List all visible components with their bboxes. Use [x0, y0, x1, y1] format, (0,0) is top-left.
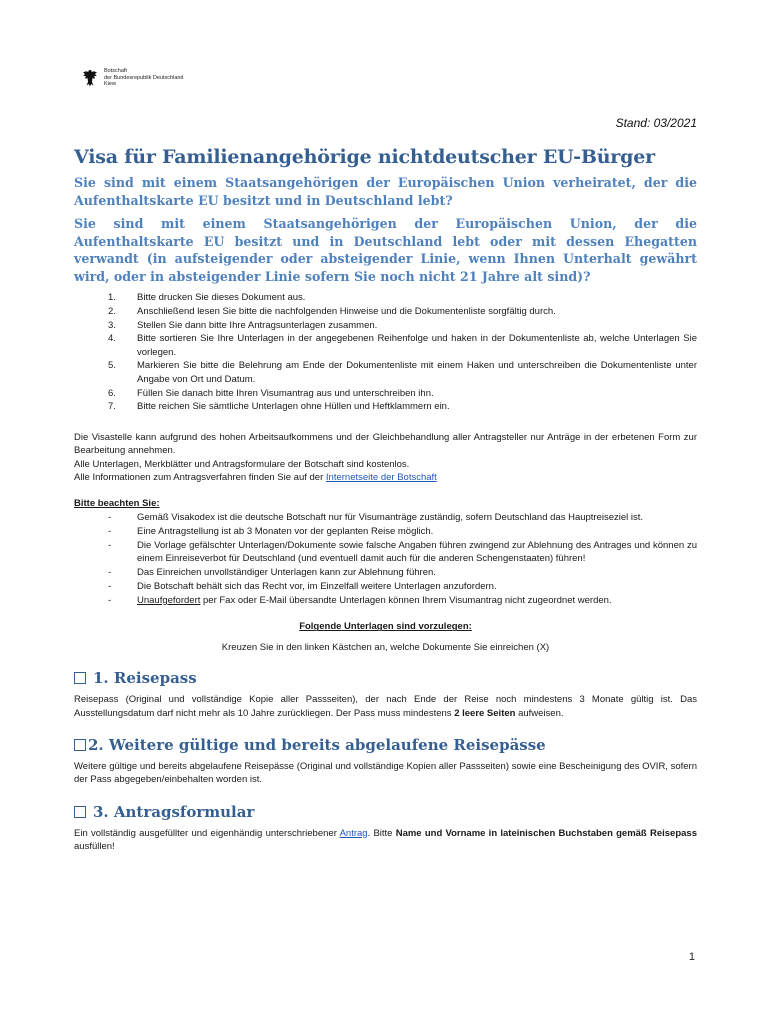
section-weitere-paesse-text: Weitere gültige und bereits abgelaufene Reisepässe (Original und vollständige Kopien aller Passseiten) sowie eine Bescheinigung des OVIR, sofern der Pass abgegeben/einbehalten worden ist.: [74, 761, 697, 786]
notice-list: [74, 511, 697, 607]
antrag-link[interactable]: Antrag: [339, 827, 368, 839]
checkbox-antragsformular[interactable]: [74, 806, 86, 818]
notice-item: - Unaufgefordert per Fax oder E-Mail übersandte Unterlagen können Ihrem Visumantrag nicht zugeordnet werden.: [108, 594, 612, 606]
notice-item: - Gemäß Visakodex ist die deutsche Botschaft nur für Visumanträge zuständig, sofern Deutschland das Hauptreiseziel ist.: [108, 512, 644, 524]
page-title: Visa für Familienangehörige nichtdeutscher EU-Bürger: [74, 146, 655, 168]
main-content: [74, 146, 697, 853]
notice-item: - Die Vorlage gefälschter Unterlagen/Dokumente sowie falsche Angaben führen zwingend zur Ablehnung des Antrages und können zu einem Einreiseverbot für Deutschland (und eventuell damit auch für die anderen Schengenstaaten) führen!: [108, 539, 697, 565]
subheading-2: Sie sind mit einem Staatsangehörigen der Europäischen Union, der die Aufenthaltskarte EU besitzt und in Deutschland lebt oder mit dessen Ehegatten verwandt (in aufsteigender oder absteigender Linie, wenn Ihnen Unterhalt gewährt wird, oder in absteigender Linie sofern Sie noch nicht 21 Jahre alt sind)?: [74, 216, 697, 284]
subheading-1: Sie sind mit einem Staatsangehörigen der Europäischen Union verheiratet, der die Aufenthaltskarte EU besitzt und in Deutschland lebt?: [74, 175, 697, 208]
documents-instruction: Kreuzen Sie in den linken Kästchen an, welche Dokumente Sie einreichen (X): [221, 642, 550, 654]
section-reisepass-title: 1. Reisepass: [74, 669, 697, 687]
embassy-name: Botschaft der Bundesrepublik Deutschland Kiew: [104, 68, 184, 87]
step-item: 5. Markieren Sie bitte die Belehrung am Ende der Dokumentenliste mit einem Haken und unterschreiben die Dokumentenliste unter Angabe von Ort und Datum.: [108, 360, 697, 385]
step-item: 3. Stellen Sie dann bitte Ihre Antragsunterlagen zusammen.: [108, 319, 378, 331]
info-paragraph-3: Alle Informationen zum Antragsverfahren finden Sie auf der Internetseite der Botschaft: [74, 472, 437, 484]
notice-item: - Eine Antragstellung ist ab 3 Monaten vor der geplanten Reise möglich.: [108, 526, 434, 538]
info-paragraph-2: Alle Unterlagen, Merkblätter und Antragsformulare der Botschaft sind kostenlos.: [74, 458, 410, 470]
page-number: 1: [688, 951, 695, 963]
federal-eagle-icon: [82, 68, 98, 88]
section-reisepass-text: Reisepass (Original und vollständige Kopie aller Passseiten), der nach Ende der Reise noch mindestens 3 Monate gültig ist. Das Ausstellungsdatum darf nicht mehr als 10 Jahre zurückliegen. Der Pass muss mindestens 2 leere Seiten aufweisen.: [74, 694, 697, 719]
section-antragsformular-text: Ein vollständig ausgefüllter und eigenhändig unterschriebener Antrag. Bitte Name und Vorname in lateinischen Buchstaben gemäß Reisepass ausfüllen!: [74, 827, 697, 852]
steps-list: [74, 291, 697, 414]
checkbox-weitere-paesse[interactable]: [74, 739, 86, 751]
notice-title: Bitte beachten Sie:: [74, 498, 160, 510]
step-item: 6. Füllen Sie danach bitte Ihren Visumantrag aus und unterschreiben ihn.: [108, 387, 434, 399]
stand-date: Stand: 03/2021: [615, 116, 697, 130]
embassy-website-link[interactable]: Internetseite der Botschaft: [325, 472, 437, 484]
step-item: 1. Bitte drucken Sie dieses Dokument aus.: [108, 292, 306, 303]
checkbox-reisepass[interactable]: [74, 672, 86, 684]
info-paragraph-1: Die Visastelle kann aufgrund des hohen Arbeitsaufkommens und der Gleichbehandlung aller Antragsteller nur Anträge in der erbetenen Form zur Bearbeitung annehmen.: [74, 432, 697, 457]
documents-heading: Folgende Unterlagen sind vorzulegen:: [299, 621, 472, 633]
step-item: 7. Bitte reichen Sie sämtliche Unterlagen ohne Hüllen und Heftklammern ein.: [108, 401, 450, 413]
embassy-logo: [82, 68, 184, 88]
notice-item: - Die Botschaft behält sich das Recht vor, im Einzelfall weitere Unterlagen anzufordern.: [108, 580, 497, 592]
notice-item: - Das Einreichen unvollständiger Unterlagen kann zur Ablehnung führen.: [108, 567, 436, 579]
section-weitere-paesse-title: 2. Weitere gültige und bereits abgelaufene Reisepässe: [74, 736, 697, 754]
step-item: 2. Anschließend lesen Sie bitte die nachfolgenden Hinweise und die Dokumentenliste sorgfältig durch.: [108, 305, 556, 317]
step-item: 4. Bitte sortieren Sie Ihre Unterlagen in der angegebenen Reihenfolge und haken in der Dokumentenliste ab, welche Unterlagen Sie vorlegen.: [108, 333, 697, 358]
section-antragsformular-title: 3. Antragsformular: [74, 803, 697, 821]
